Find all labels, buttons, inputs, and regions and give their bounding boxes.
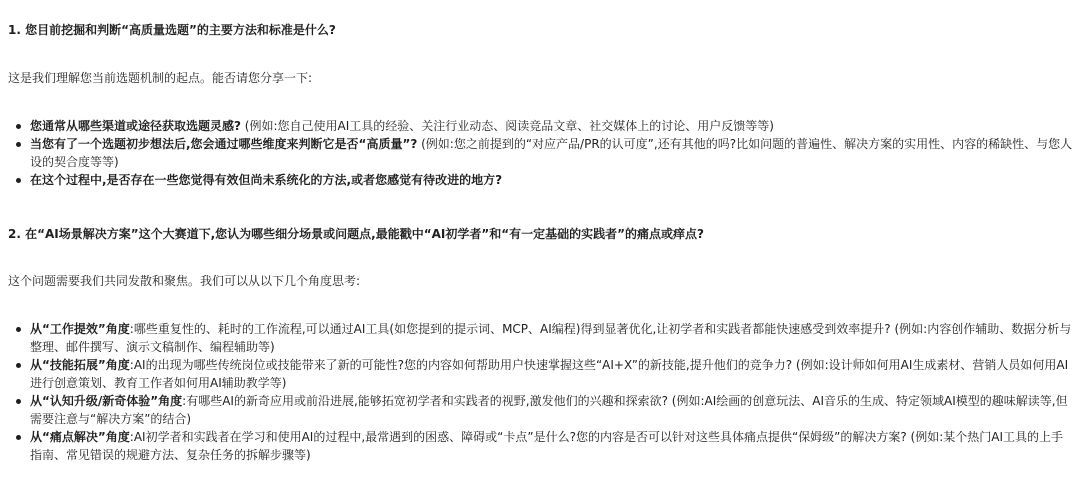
- bullet-lead: 从“痛点解决”角度: [30, 430, 130, 444]
- question-2-bullet-list: [14, 320, 1074, 464]
- bullet-dot-icon: [16, 142, 21, 147]
- question-1-intro: 这是我们理解您当前选题机制的起点。能否请您分享一下:: [8, 71, 313, 85]
- question-1-heading: 1. 您目前挖掘和判断“高质量选题”的主要方法和标准是什么?: [8, 23, 336, 37]
- bullet-lead: 从“工作提效”角度: [30, 322, 130, 336]
- bullet-text: :有哪些AI的新奇应用或前沿进展,能够拓宽初学者和实践者的视野,激发他们的兴趣和探索欲? (例如:AI绘画的创意玩法、AI音乐的生成、特定领域AI模型的趣味解读等,但需要注意与“解决方案”的结合): [30, 394, 1068, 426]
- bullet-dot-icon: [16, 178, 21, 183]
- bullet-lead: 在这个过程中,是否存在一些您觉得有效但尚未系统化的方法,或者您感觉有待改进的地方?: [30, 173, 503, 187]
- bullet-dot-icon: [16, 435, 21, 440]
- list-item: [14, 171, 1074, 189]
- bullet-dot-icon: [16, 124, 21, 129]
- list-item: [14, 356, 1074, 392]
- bullet-lead: 您通常从哪些渠道或途径获取选题灵感?: [30, 119, 241, 133]
- bullet-text: :AI的出现为哪些传统岗位或技能带来了新的可能性?您的内容如何帮助用户快速掌握这些“AI+X”的新技能,提升他们的竞争力? (例如:设计师如何用AI生成素材、营销人员如何用AI进行创意策划、教育工作者如何用AI辅助教学等): [30, 358, 1069, 390]
- bullet-dot-icon: [16, 327, 21, 332]
- bullet-lead: 从“认知升级/新奇体验”角度: [30, 394, 183, 408]
- bullet-lead: 当您有了一个选题初步想法后,您会通过哪些维度来判断它是否“高质量”?: [30, 137, 418, 151]
- list-item: [14, 320, 1074, 356]
- question-2-heading: 2. 在“AI场景解决方案”这个大赛道下,您认为哪些细分场景或问题点,最能戳中“AI初学者”和“有一定基础的实践者”的痛点或痒点?: [8, 227, 704, 241]
- bullet-text: :AI初学者和实践者在学习和使用AI的过程中,最常遇到的困惑、障碍或“卡点”是什么?您的内容是否可以针对这些具体痛点提供“保姆级”的解决方案? (例如:某个热门AI工具的上手指南、常见错误的规避方法、复杂任务的拆解步骤等): [30, 430, 1064, 462]
- bullet-dot-icon: [16, 363, 21, 368]
- bullet-text: (例如:您自己使用AI工具的经验、关注行业动态、阅读竞品文章、社交媒体上的讨论、用户反馈等等): [240, 119, 774, 133]
- bullet-text: (例如:您之前提到的“对应产品/PR的认可度”,还有其他的吗?比如问题的普遍性、解决方案的实用性、内容的稀缺性、与您人设的契合度等等): [30, 137, 1073, 169]
- bullet-text: :哪些重复性的、耗时的工作流程,可以通过AI工具(如您提到的提示词、MCP、AI编程)得到显著优化,让初学者和实践者都能快速感受到效率提升? (例如:内容创作辅助、数据分析与整理、邮件撰写、演示文稿制作、编程辅助等): [30, 322, 1072, 354]
- list-item: [14, 428, 1074, 464]
- list-item: [14, 392, 1074, 428]
- list-item: [14, 117, 1074, 135]
- list-item: [14, 135, 1074, 171]
- bullet-lead: 从“技能拓展”角度: [30, 358, 130, 372]
- question-2-intro: 这个问题需要我们共同发散和聚焦。我们可以从以下几个角度思考:: [8, 274, 361, 288]
- bullet-dot-icon: [16, 399, 21, 404]
- question-1-bullet-list: [14, 117, 1074, 189]
